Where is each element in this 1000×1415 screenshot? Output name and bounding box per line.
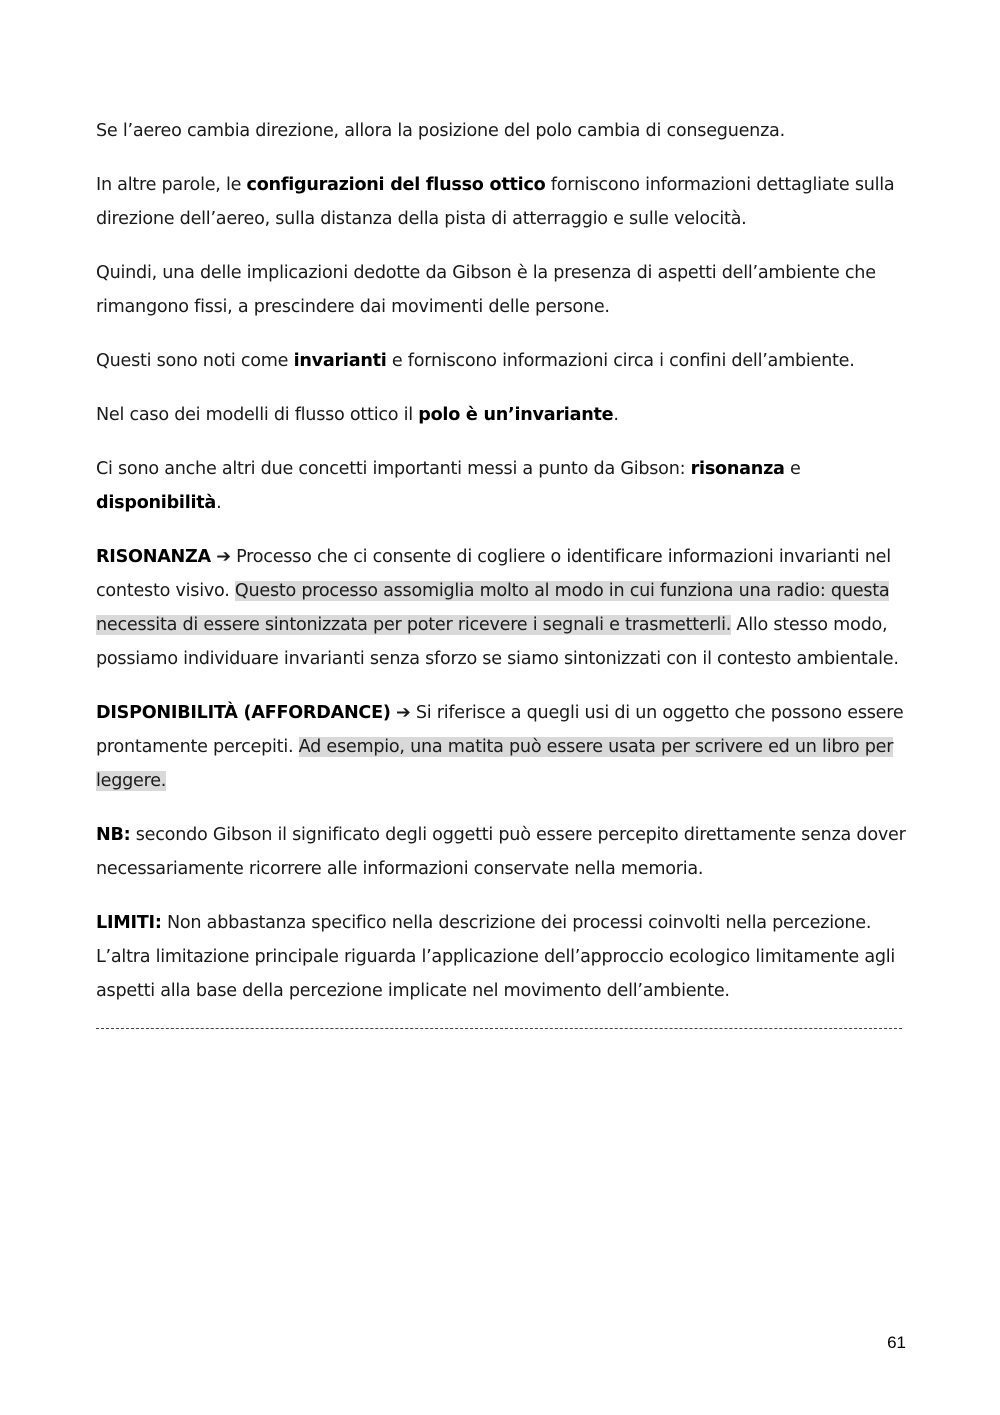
bold-term: disponibilità xyxy=(96,493,217,513)
bold-term: invarianti xyxy=(293,351,387,371)
paragraph-text: Non abbastanza specifico nella descrizione dei processi coinvolti nella percezione. L’altra limitazione principale riguarda l’applicazione dell’approccio ecologico limitamente agli aspetti alla base della percezione implicate nel movimento dell’ambiente. xyxy=(96,913,896,1001)
paragraph-concepts xyxy=(96,452,908,520)
paragraph-text: Quindi, una delle implicazioni dedotte da Gibson è la presenza di aspetti dell’ambiente che rimangono fissi, a prescindere dai movimenti delle persone. xyxy=(96,263,876,317)
paragraph-text: Nel caso dei modelli di flusso ottico il xyxy=(96,405,419,425)
paragraph-text: Allo stesso modo, possiamo individuare invarianti senza sforzo se siamo sintonizzati con il contesto ambientale. xyxy=(96,615,899,669)
paragraph-text: e xyxy=(784,459,801,479)
paragraph-invariants xyxy=(96,344,908,378)
bold-term: risonanza xyxy=(690,459,785,479)
paragraph-text: secondo Gibson il significato degli oggetti può essere percepito direttamente senza dover necessariamente ricorrere alle informazioni conservate nella memoria. xyxy=(96,825,906,879)
paragraph-text: In altre parole, le xyxy=(96,175,247,195)
section-label: RISONANZA xyxy=(96,547,211,567)
section-label: DISPONIBILITÀ (AFFORDANCE) xyxy=(96,703,391,723)
paragraph-disponibilita xyxy=(96,696,908,798)
paragraph-text: . xyxy=(216,493,222,513)
paragraph-text: forniscono informazioni dettagliate sulla direzione dell’aereo, sulla distanza della pista di atterraggio e sulle velocità. xyxy=(96,175,895,229)
dashed-divider xyxy=(96,1028,902,1029)
paragraph-text: Si riferisce a quegli usi di un oggetto che possono essere prontamente percepiti. xyxy=(96,703,904,757)
paragraph-text: Processo che ci consente di cogliere o identificare informazioni invarianti nel contesto visivo. xyxy=(96,547,891,601)
paragraph-text: Se l’aereo cambia direzione, allora la posizione del polo cambia di conseguenza. xyxy=(96,121,785,141)
section-label: LIMITI: xyxy=(96,913,162,933)
highlighted-text: Questo processo assomiglia molto al modo in cui funziona una radio: questa necessita di essere sintonizzata per poter ricevere i segnali e trasmetterli. xyxy=(96,581,890,635)
bold-term: polo è un’invariante xyxy=(418,405,614,425)
page-number: 61 xyxy=(887,1333,906,1352)
paragraph-text: Questi sono noti come xyxy=(96,351,294,371)
paragraph-limiti xyxy=(96,906,908,1008)
paragraph-nb xyxy=(96,818,908,886)
arrow-right-icon: ➔ xyxy=(216,547,231,567)
paragraph-pole-invariant xyxy=(96,398,908,432)
paragraph-text: Ci sono anche altri due concetti importanti messi a punto da Gibson: xyxy=(96,459,691,479)
document-body xyxy=(96,114,908,1029)
paragraph-risonanza xyxy=(96,540,908,676)
paragraph-pole-direction xyxy=(96,114,908,148)
section-label: NB: xyxy=(96,825,131,845)
paragraph-gibson-implications xyxy=(96,256,908,324)
bold-term: configurazioni del flusso ottico xyxy=(246,175,546,195)
arrow-right-icon: ➔ xyxy=(396,703,411,723)
paragraph-text: . xyxy=(613,405,619,425)
highlighted-text: Ad esempio, una matita può essere usata per scrivere ed un libro per leggere. xyxy=(96,737,894,791)
paragraph-text: e forniscono informazioni circa i confini dell’ambiente. xyxy=(386,351,855,371)
paragraph-optic-flow xyxy=(96,168,908,236)
